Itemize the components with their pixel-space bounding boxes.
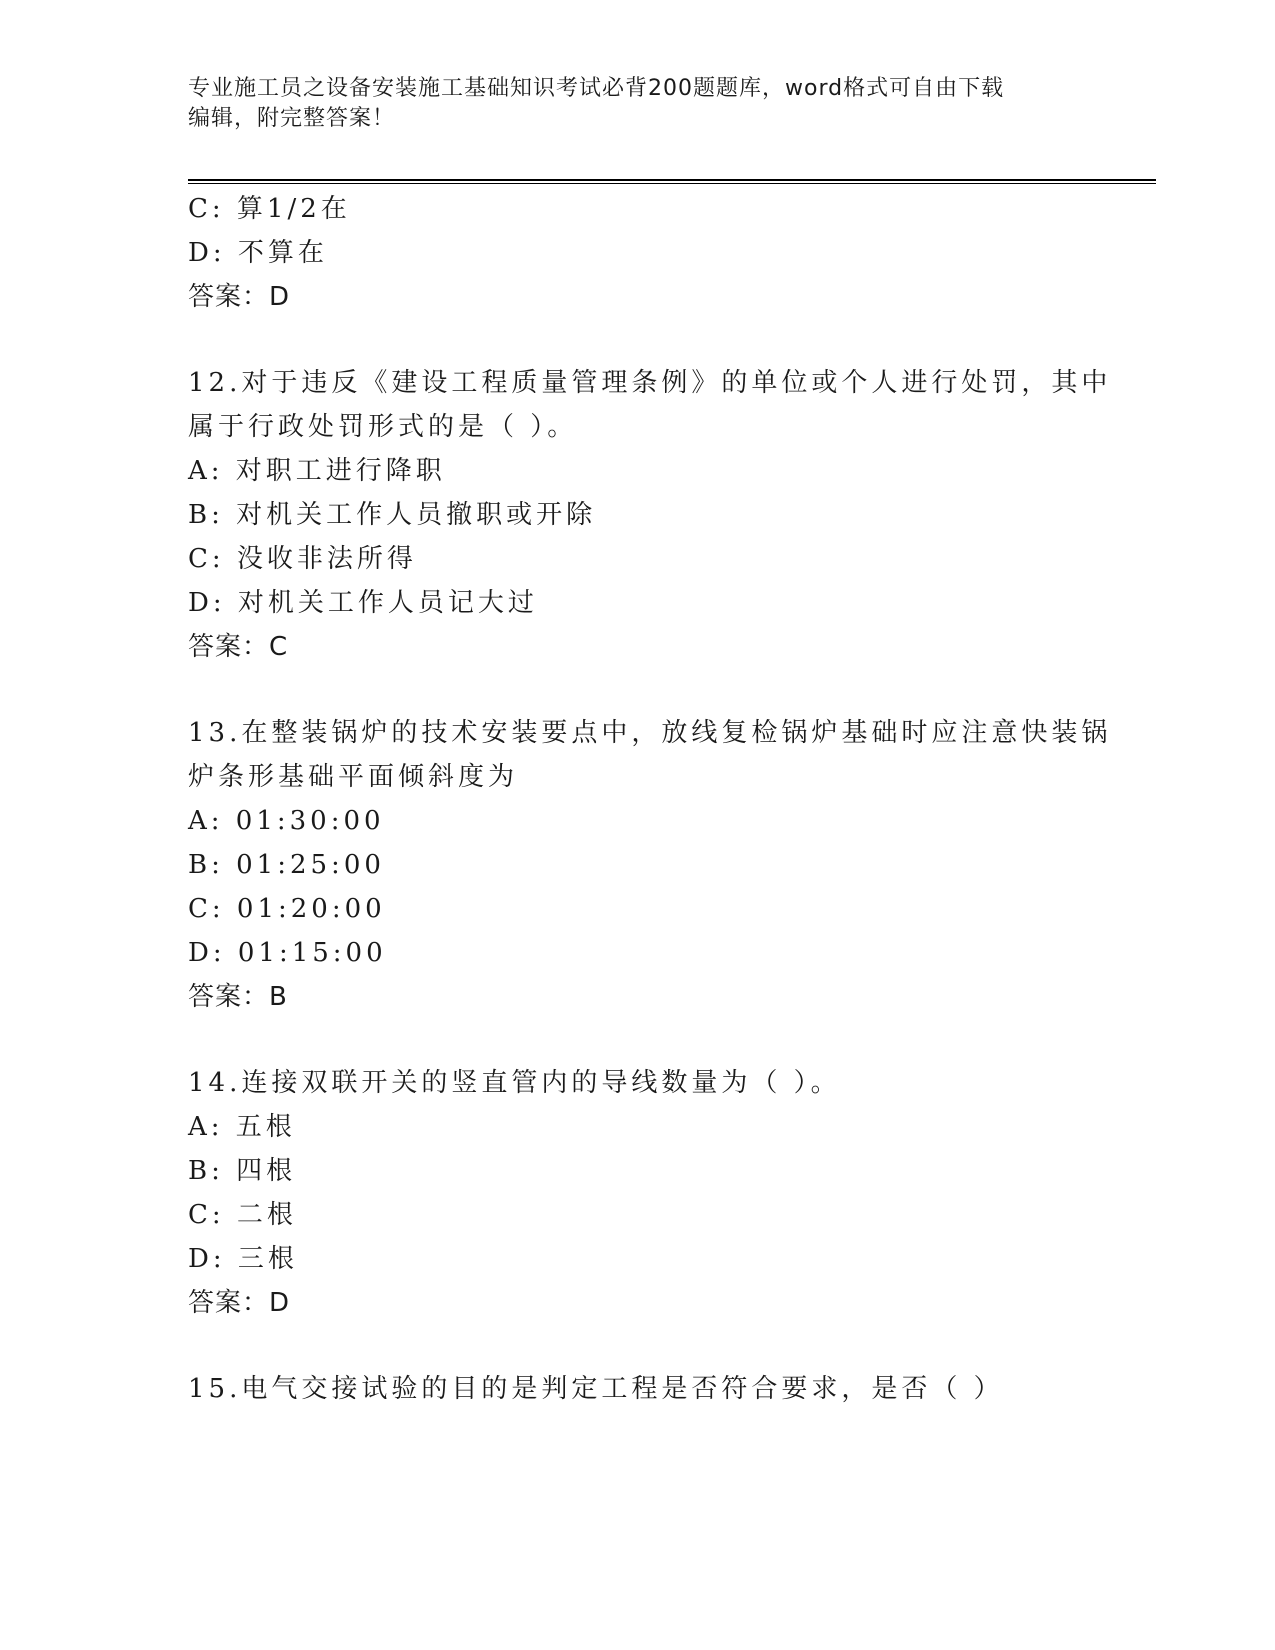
question-14-answer: 答案：D <box>188 1288 291 1318</box>
question-13-option-a: A: 01:30:00 <box>188 806 385 836</box>
option-d: D: 不算在 <box>188 238 328 268</box>
header-divider-thick <box>188 179 1156 181</box>
question-13-option-b: B: 01:25:00 <box>188 850 385 880</box>
answer-line: 答案：D <box>188 282 291 312</box>
option-c: C: 算1/2在 <box>188 194 351 224</box>
question-13-stem-1: 13.在整装锅炉的技术安装要点中，放线复检锅炉基础时应注意快装锅 <box>188 718 1112 748</box>
question-12-stem-1: 12.对于违反《建设工程质量管理条例》的单位或个人进行处罚，其中 <box>188 368 1112 398</box>
header-divider-thin <box>188 183 1156 184</box>
question-15-stem-1: 15.电气交接试验的目的是判定工程是否符合要求，是否（ ） <box>188 1374 1004 1404</box>
question-13-answer: 答案：B <box>188 982 288 1012</box>
question-13-stem-2: 炉条形基础平面倾斜度为 <box>188 762 519 792</box>
question-14-option-a: A: 五根 <box>188 1112 296 1142</box>
question-12-stem-2: 属于行政处罚形式的是（ ）。 <box>188 412 578 442</box>
question-12-option-a: A: 对职工进行降职 <box>188 456 446 486</box>
question-14-option-b: B: 四根 <box>188 1156 297 1186</box>
question-13-option-d: D: 01:15:00 <box>188 938 387 968</box>
question-12-answer: 答案：C <box>188 632 289 662</box>
header-line-1: 专业施工员之设备安装施工基础知识考试必背200题题库，word格式可自由下载 <box>188 76 1005 101</box>
header-line-2: 编辑，附完整答案！ <box>188 106 396 131</box>
document-header <box>188 74 1088 134</box>
question-14-option-c: C: 二根 <box>188 1200 297 1230</box>
question-13-option-c: C: 01:20:00 <box>188 894 386 924</box>
question-14-stem-1: 14.连接双联开关的竖直管内的导线数量为（ ）。 <box>188 1068 841 1098</box>
question-12-option-c: C: 没收非法所得 <box>188 544 417 574</box>
question-12-option-d: D: 对机关工作人员记大过 <box>188 588 538 618</box>
question-14-option-d: D: 三根 <box>188 1244 298 1274</box>
question-12-option-b: B: 对机关工作人员撤职或开除 <box>188 500 597 530</box>
